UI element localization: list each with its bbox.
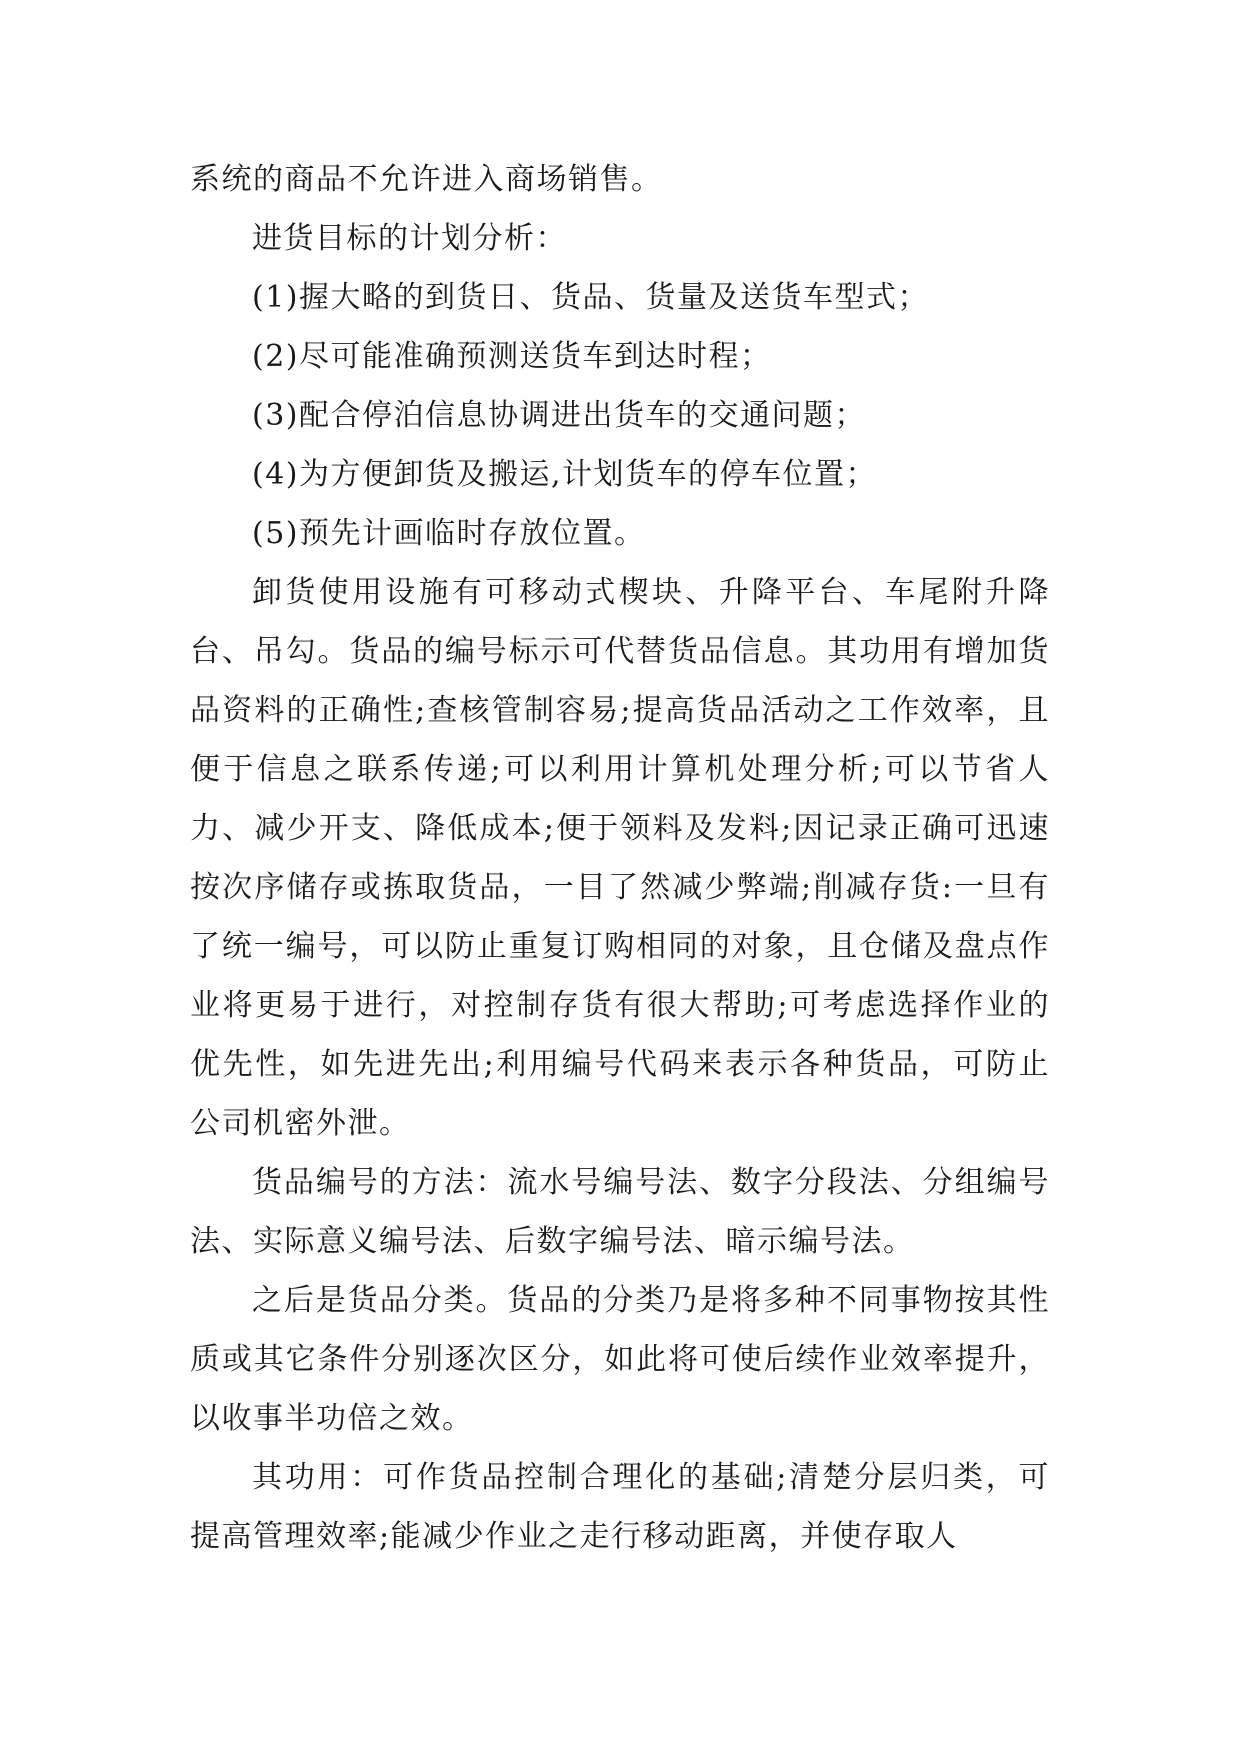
list-item-2: (2)尽可能准确预测送货车到达时程； — [252, 339, 772, 374]
paragraph-classification: 之后是货品分类。货品的分类乃是将多种不同事物按其性质或其它条件分别逐次区分，如此将可使后续作业效率提升，以收事半功倍之效。 — [190, 1283, 1050, 1436]
document-page — [190, 150, 1050, 1566]
list-item-3: (3)配合停泊信息协调进出货车的交通问题； — [252, 398, 866, 433]
list-item-4: (4)为方便卸货及搬运,计划货车的停车位置； — [252, 457, 878, 492]
list-item-5: (5)预先计画临时存放位置。 — [252, 516, 646, 551]
paragraph-coding-methods: 货品编号的方法：流水号编号法、数字分段法、分组编号法、实际意义编号法、后数字编号法、暗示编号法。 — [190, 1165, 1050, 1259]
paragraph-classification-function: 其功用：可作货品控制合理化的基础;清楚分层归类，可提高管理效率;能减少作业之走行移动距离，并使存取人 — [190, 1460, 1050, 1554]
paragraph-plan-heading: 进货目标的计划分析： — [252, 221, 567, 256]
paragraph-intro-end: 系统的商品不允许进入商场销售。 — [190, 162, 663, 197]
list-item-1: (1)握大略的到货日、货品、货量及送货车型式； — [252, 280, 929, 315]
paragraph-unloading-coding: 卸货使用设施有可移动式楔块、升降平台、车尾附升降台、吊勾。货品的编号标示可代替货品信息。其功用有增加货品资料的正确性;查核管制容易;提高货品活动之工作效率，且便于信息之联系传递;可以利用计算机处理分析;可以节省人力、减少开支、降低成本;便于领料及发料;因记录正确可迅速按次序储存或拣取货品，一目了然减少弊端;削减存货:一旦有了统一编号，可以防止重复订购相同的对象，且仓储及盘点作业将更易于进行，对控制存货有很大帮助;可考虑选择作业的优先性，如先进先出;利用编号代码来表示各种货品，可防止公司机密外泄。 — [190, 575, 1050, 1141]
